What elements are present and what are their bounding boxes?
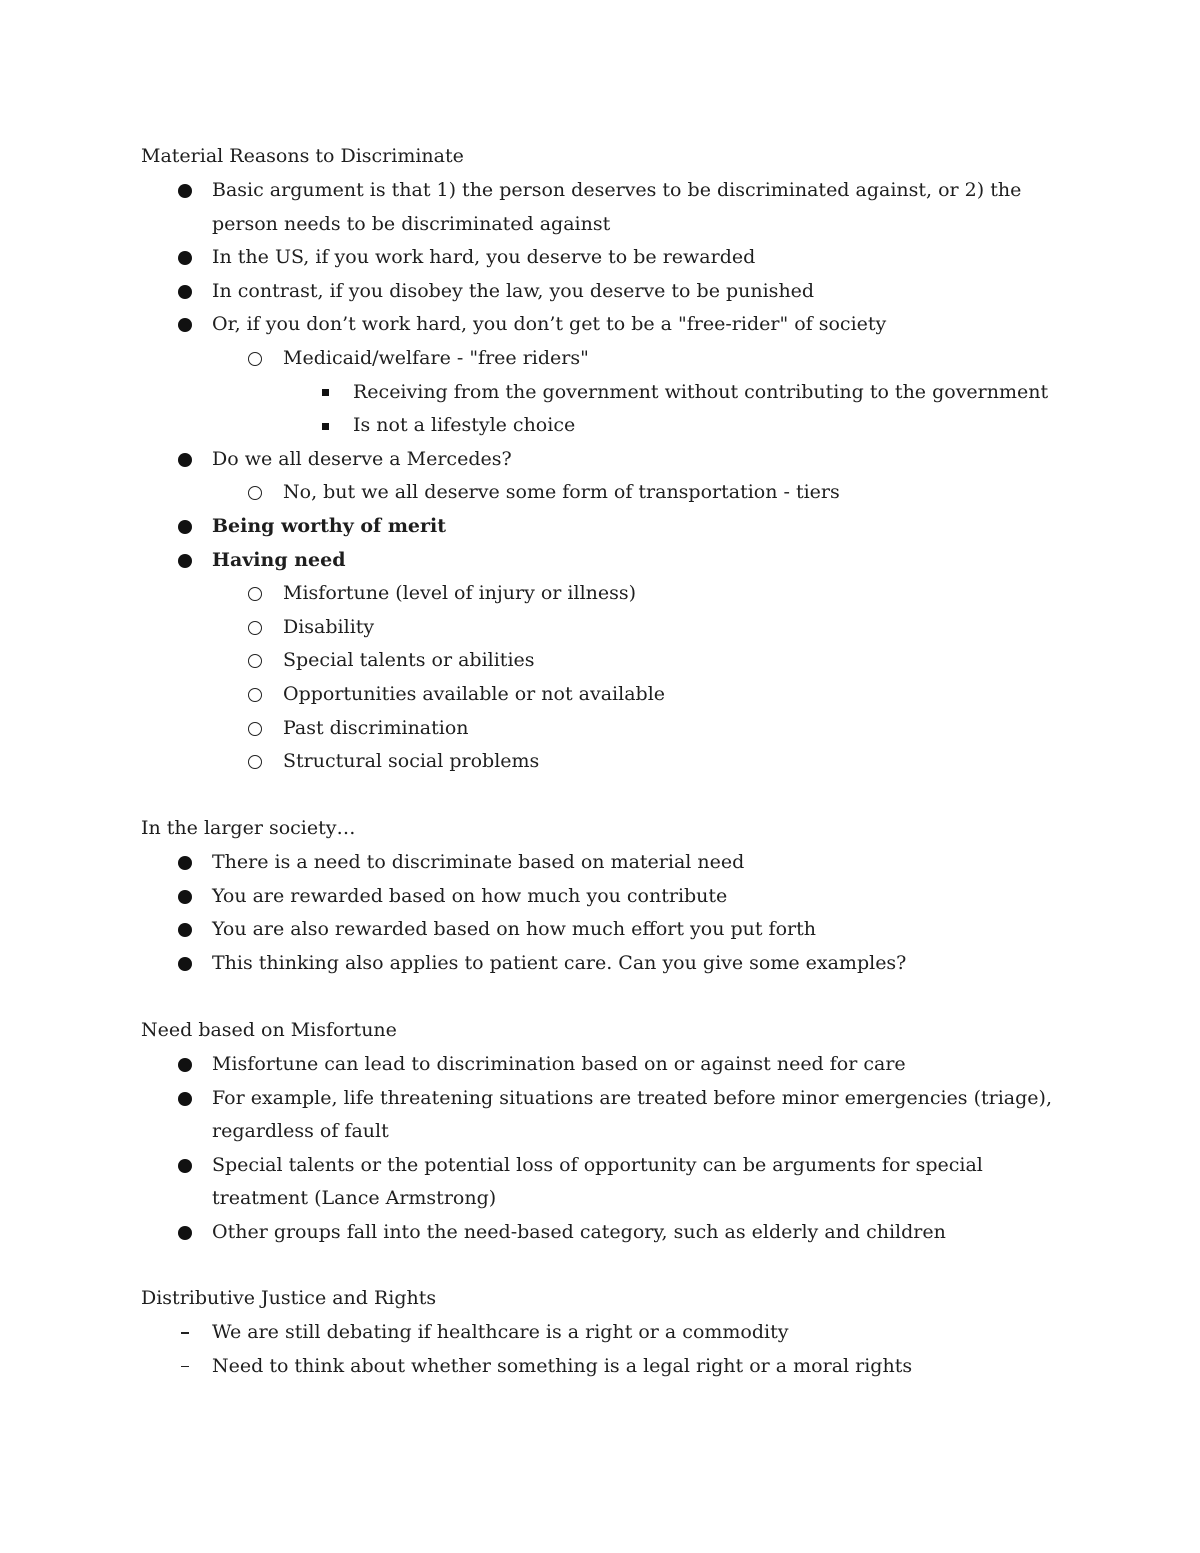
bullet-disc-icon bbox=[178, 1058, 192, 1072]
bullet-square-icon bbox=[322, 389, 329, 396]
section-distributive-justice bbox=[141, 1282, 1071, 1383]
list-item: This thinking also applies to patient care. Can you give some examples? bbox=[141, 947, 1071, 981]
list-item: Opportunities available or not available bbox=[141, 678, 1071, 712]
bullet-disc-icon bbox=[178, 1159, 192, 1173]
list-item: Misfortune (level of injury or illness) bbox=[141, 577, 1071, 611]
bullet-circle-icon bbox=[248, 755, 262, 769]
list-item: Disability bbox=[141, 611, 1071, 645]
list-item: Being worthy of merit bbox=[141, 510, 1071, 544]
bullet-disc-icon bbox=[178, 554, 192, 568]
bullet-disc-icon bbox=[178, 285, 192, 299]
bullet-disc-icon bbox=[178, 923, 192, 937]
list-item: No, but we all deserve some form of transportation - tiers bbox=[141, 476, 1071, 510]
bullet-circle-icon bbox=[248, 352, 262, 366]
list-item: Or, if you don’t work hard, you don’t get to be a "free-rider" of society bbox=[141, 308, 1071, 342]
bullet-circle-icon bbox=[248, 654, 262, 668]
list-item: Misfortune can lead to discrimination based on or against need for care bbox=[141, 1048, 1071, 1082]
list-item: Having need bbox=[141, 544, 1071, 578]
list-item: Special talents or abilities bbox=[141, 644, 1071, 678]
bullet-disc-icon bbox=[178, 318, 192, 332]
bullet-disc-icon bbox=[178, 1092, 192, 1106]
list-item: Medicaid/welfare - "free riders" bbox=[141, 342, 1071, 376]
list-item: Special talents or the potential loss of opportunity can be arguments for special treatment (Lance Armstrong) bbox=[141, 1149, 1071, 1216]
bullet-dash-icon bbox=[181, 1366, 189, 1368]
bullet-disc-icon bbox=[178, 957, 192, 971]
section-heading: In the larger society… bbox=[141, 817, 356, 839]
list-item: There is a need to discriminate based on material need bbox=[141, 846, 1071, 880]
bullet-disc-icon bbox=[178, 184, 192, 198]
list-item: For example, life threatening situations are treated before minor emergencies (triage), regardless of fault bbox=[141, 1082, 1071, 1149]
bullet-disc-icon bbox=[178, 453, 192, 467]
list-item: In the US, if you work hard, you deserve to be rewarded bbox=[141, 241, 1071, 275]
bullet-circle-icon bbox=[248, 486, 262, 500]
list-item: We are still debating if healthcare is a right or a commodity bbox=[141, 1316, 1071, 1350]
list-item: Receiving from the government without contributing to the government bbox=[141, 376, 1071, 410]
bullet-circle-icon bbox=[248, 688, 262, 702]
bullet-square-icon bbox=[322, 423, 329, 430]
bullet-circle-icon bbox=[248, 587, 262, 601]
bullet-disc-icon bbox=[178, 890, 192, 904]
list-item: Structural social problems bbox=[141, 745, 1071, 779]
bullet-circle-icon bbox=[248, 621, 262, 635]
list-item: Other groups fall into the need-based category, such as elderly and children bbox=[141, 1216, 1071, 1250]
list-item: Need to think about whether something is a legal right or a moral rights bbox=[141, 1350, 1071, 1384]
section-heading: Distributive Justice and Rights bbox=[141, 1287, 437, 1309]
section-heading: Material Reasons to Discriminate bbox=[141, 145, 464, 167]
list-item: Past discrimination bbox=[141, 712, 1071, 746]
bullet-disc-icon bbox=[178, 856, 192, 870]
bullet-disc-icon bbox=[178, 1226, 192, 1240]
bullet-circle-icon bbox=[248, 722, 262, 736]
section-larger-society bbox=[141, 812, 1071, 980]
bullet-disc-icon bbox=[178, 251, 192, 265]
list-item: Basic argument is that 1) the person deserves to be discriminated against, or 2) the person needs to be discriminated against bbox=[141, 174, 1071, 241]
list-item: You are rewarded based on how much you contribute bbox=[141, 880, 1071, 914]
list-item: Do we all deserve a Mercedes? bbox=[141, 443, 1071, 477]
bullet-dash-icon bbox=[181, 1332, 189, 1334]
list-item: In contrast, if you disobey the law, you deserve to be punished bbox=[141, 275, 1071, 309]
section-need-misfortune bbox=[141, 1014, 1071, 1250]
section-material-reasons bbox=[141, 140, 1071, 779]
section-heading: Need based on Misfortune bbox=[141, 1019, 397, 1041]
list-item: Is not a lifestyle choice bbox=[141, 409, 1071, 443]
list-item: You are also rewarded based on how much effort you put forth bbox=[141, 913, 1071, 947]
bullet-disc-icon bbox=[178, 520, 192, 534]
